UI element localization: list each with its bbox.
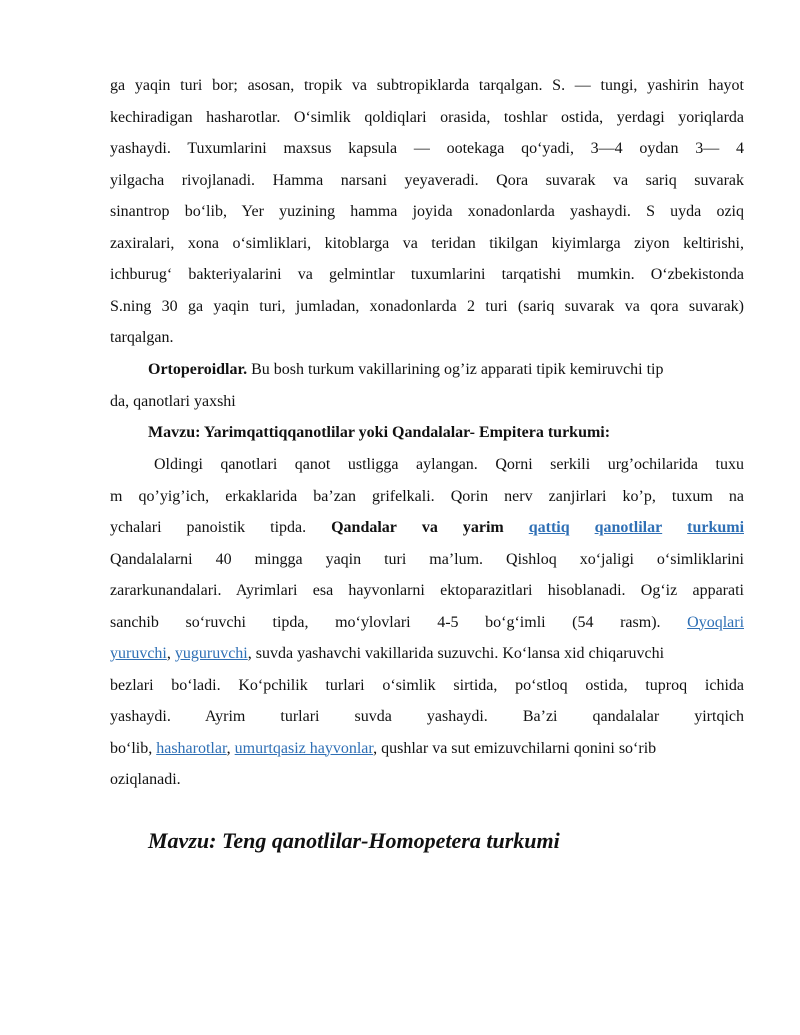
text-line: bezlari bo‘ladi. Ko‘pchilik turlari o‘simlik sirtida, po‘stloq ostida, tuproq ichida (110, 676, 744, 694)
text-line: yashaydi. Tuxumlarini maxsus kapsula — ootekaga qo‘yadi, 3—4 oydan 3— 4 (110, 140, 744, 157)
text-line: oziqlanadi. (110, 771, 181, 788)
term-va: va (421, 519, 438, 536)
text-line: Qandalalarni 40 mingga yaqin turi ma’lum. Qishloq xo‘jaligi o‘simliklarini (110, 550, 744, 568)
term-ortoperoidlar: Ortoperoidlar. (148, 361, 248, 378)
text-line: m qo’yig’ich, erkaklarida ba’zan grifelkali. Qorin nerv zanjirlari ko’p, tuxum na (110, 487, 744, 505)
link-hasharotlar[interactable]: hasharotlar (156, 739, 227, 757)
text-line (110, 354, 744, 386)
section-heading-qandalalar (110, 417, 744, 449)
text-line: yuruvchi, yuguruvchi, suvda yashavchi vakillarida suzuvchi. Ko‘lansa xid chiqaruvchi (110, 645, 665, 662)
text-line: sanchib so‘ruvchi tipda, mo‘ylovlari 4-5 bo‘g‘imli (54 rasm). Oyoqlari (110, 613, 744, 631)
heading-text: Mavzu: Yarimqattiqqanotlilar yoki Qandalalar- Empitera turkumi: (148, 424, 611, 441)
link-qattiq[interactable]: qattiq (528, 519, 570, 536)
paragraph-ortoperoidlar (110, 354, 744, 417)
text-line: S.ning 30 ga yaqin turi, jumladan, xonadonlarda 2 turi (sariq suvarak va qora suvarak) (110, 297, 744, 315)
link-turkumi[interactable]: turkumi (687, 519, 744, 536)
term-yarim: yarim (462, 519, 504, 536)
text-line: ichburug‘ bakteriyalarini va gelmintlar tuxumlarini tarqatishi mumkin. O‘zbekistonda (110, 266, 744, 283)
term-qandalar: Qandalar (331, 519, 397, 536)
text-line: kechiradigan hasharotlar. O‘simlik qoldiqlari orasida, toshlar ostida, yerdagi yoriqlarda (110, 108, 744, 126)
paragraph-qandalalar (110, 449, 744, 796)
text-line: zaxiralari, xona o‘simliklari, kitoblarga va teridan tikilgan kiyimlarga ziyon keltirishi, (110, 234, 744, 252)
text-line: bo‘lib, hasharotlar, umurtqasiz hayvonlar, qushlar va sut emizuvchilarni qonini so‘rib (110, 739, 657, 757)
text-line: ga yaqin turi bor; asosan, tropik va subtropiklarda tarqalgan. S. — tungi, yashirin hayot (110, 77, 744, 94)
text-line: yashaydi. Ayrim turlari suvda yashaydi. Ba’zi qandalalar yirtqich (110, 708, 744, 725)
link-oyoqlari[interactable]: Oyoqlari (687, 613, 744, 631)
paragraph-suvarak (110, 70, 744, 354)
link-yuruvchi[interactable]: yuruvchi (110, 645, 167, 662)
section-heading-teng-qanotlilar: Mavzu: Teng qanotlilar-Homopetera turkumi (148, 828, 560, 853)
text-line: zararkunandalari. Ayrimlari esa hayvonlarni ektoparazitlari hisoblanadi. Og‘iz apparati (110, 582, 744, 599)
text-line: sinantrop bo‘lib, Yer yuzining hamma joyida xonadonlarda yashaydi. S uyda oziq (110, 203, 744, 220)
link-yuguruvchi[interactable]: yuguruvchi (174, 645, 248, 662)
text-line: tarqalgan. (110, 329, 174, 346)
text-line: da, qanotlari yaxshi (110, 392, 236, 410)
text-line: ychalari panoistik tipda. Qandalar va yarim qattiq qanotlilar turkumi (110, 519, 744, 536)
text-line: Oldingi qanotlari qanot ustligga aylangan. Qorni serkili urg’ochilarida tuxu (154, 456, 744, 473)
link-umurtqasiz-hayvonlar[interactable]: umurtqasiz hayvonlar (234, 739, 374, 757)
link-qanotlilar[interactable]: qanotlilar (594, 519, 663, 536)
text-span: Bu bosh turkum vakillarining og’iz apparati tipik kemiruvchi tip (247, 361, 664, 378)
text-line: yilgacha rivojlanadi. Hamma narsani yeyaveradi. Qora suvarak va sariq suvarak (110, 171, 744, 189)
